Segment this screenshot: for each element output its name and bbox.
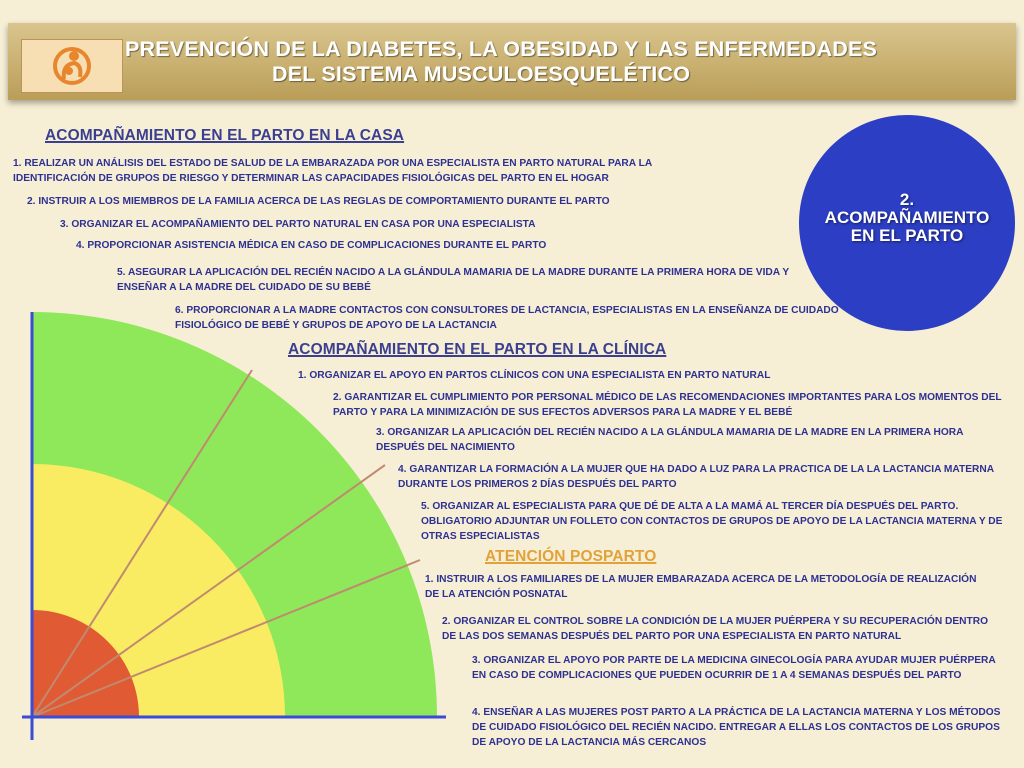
section-badge	[799, 115, 1015, 331]
home-item-6: 6. PROPORCIONAR A LA MADRE CONTACTOS CON CONSULTORES DE LACTANCIA, ESPECIALISTAS EN LA ENSEÑANZA DE CUIDADO FISIOLÓGICO DE BEBÉ Y GRUPOS DE APOYO DE LA LACTANCIA	[175, 305, 839, 331]
logo	[21, 39, 123, 93]
clinic-item-5: 5. ORGANIZAR AL ESPECIALISTA PARA QUE DÉ DE ALTA A LA MAMÁ AL TERCER DÍA DESPUÉS DEL PARTO. OBLIGATORIO ADJUNTAR UN FOLLETO CON CONTACTOS DE GRUPOS DE APOYO DE LA LACTANCIA MATERNA Y DE OTRAS ESPECIALISTAS	[421, 501, 1003, 542]
postpartum-item-1: 1. INSTRUIR A LOS FAMILIARES DE LA MUJER EMBARAZADA ACERCA DE LA METODOLOGÍA DE REALIZACIÓN DE LA ATENCIÓN POSNATAL	[425, 574, 977, 600]
section-badge-text: 2. ACOMPAÑAMIENTO EN EL PARTO	[824, 190, 990, 245]
clinic-item-4: 4. GARANTIZAR LA FORMACIÓN A LA MUJER QUE HA DADO A LUZ PARA LA PRACTICA DE LA LA LACTANCIA MATERNA DURANTE LOS PRIMEROS 2 DÍAS DESPUÉS DEL PARTO	[398, 464, 994, 490]
title-line-1: PREVENCIÓN DE LA DIABETES, LA OBESIDAD Y LAS ENFERMEDADES	[125, 37, 878, 61]
mother-child-icon	[52, 45, 92, 87]
page-title	[125, 37, 1015, 87]
home-section-title: ACOMPAÑAMIENTO EN EL PARTO EN LA CASA	[45, 127, 405, 144]
home-item-4: 4. PROPORCIONAR ASISTENCIA MÉDICA EN CASO DE COMPLICACIONES DURANTE EL PARTO	[76, 240, 547, 251]
postpartum-section-title: ATENCIÓN POSPARTO	[485, 548, 657, 565]
home-item-2: 2. INSTRUIR A LOS MIEMBROS DE LA FAMILIA ACERCA DE LAS REGLAS DE COMPORTAMIENTO DURANTE EL PARTO	[27, 196, 610, 207]
header-banner	[8, 23, 1016, 100]
postpartum-item-3: 3. ORGANIZAR EL APOYO POR PARTE DE LA MEDICINA GINECOLOGÍA PARA AYUDAR MUJER PUÉRPERA EN CASO DE COMPLICACIONES QUE PUEDEN OCURRIR DE 1 A 4 SEMANAS DESPUÉS DEL PARTO	[472, 655, 996, 681]
clinic-item-3: 3. ORGANIZAR LA APLICACIÓN DEL RECIÉN NACIDO A LA GLÁNDULA MAMARIA DE LA MADRE EN LA PRIMERA HORA DESPUÉS DEL NACIMIENTO	[376, 427, 964, 453]
postpartum-item-2: 2. ORGANIZAR EL CONTROL SOBRE LA CONDICIÓN DE LA MUJER PUÉRPERA Y SU RECUPERACIÓN DENTRO DE LAS DOS SEMANAS DESPUÉS DEL PARTO POR UNA ESPECIALISTA EN PARTO NATURAL	[442, 616, 989, 642]
title-line-2: DEL SISTEMA MUSCULOESQUELÉTICO	[272, 62, 691, 86]
home-item-1: 1. REALIZAR UN ANÁLISIS DEL ESTADO DE SALUD DE LA EMBARAZADA POR UNA ESPECIALISTA EN PARTO NATURAL PARA LA IDENTIFICACIÓN DE GRUPOS DE RIESGO Y DETERMINAR LAS CAPACIDADES FISIOLÓGICAS DEL PARTO EN EL HOGAR	[13, 158, 652, 184]
clinic-section-title: ACOMPAÑAMIENTO EN EL PARTO EN LA CLÍNICA	[288, 341, 667, 358]
clinic-item-2: 2. GARANTIZAR EL CUMPLIMIENTO POR PERSONAL MÉDICO DE LAS RECOMENDACIONES IMPORTANTES PARA LOS MOMENTOS DEL PARTO Y PARA LA MINIMIZACIÓN DE SUS EFECTOS ADVERSOS PARA LA MADRE Y EL BEBÉ	[333, 392, 1002, 418]
clinic-item-1: 1. ORGANIZAR EL APOYO EN PARTOS CLÍNICOS CON UNA ESPECIALISTA EN PARTO NATURAL	[298, 370, 771, 381]
postpartum-item-4: 4. ENSEÑAR A LAS MUJERES POST PARTO A LA PRÁCTICA DE LA LACTANCIA MATERNA Y LOS MÉTODOS DE CUIDADO FISIOLÓGICO DEL RECIÉN NACIDO. ENTREGAR A ELLAS LOS CONTACTOS DE LOS GRUPOS DE APOYO DE LA LACTANCIA MÁS CERCANOS	[472, 707, 1001, 748]
home-item-3: 3. ORGANIZAR EL ACOMPAÑAMIENTO DEL PARTO NATURAL EN CASA POR UNA ESPECIALISTA	[60, 219, 536, 230]
home-item-5: 5. ASEGURAR LA APLICACIÓN DEL RECIÉN NACIDO A LA GLÁNDULA MAMARIA DE LA MADRE DURANTE LA PRIMERA HORA DE VIDA Y ENSEÑAR A LA MADRE DEL CUIDADO DE SU BEBÉ	[117, 267, 790, 293]
